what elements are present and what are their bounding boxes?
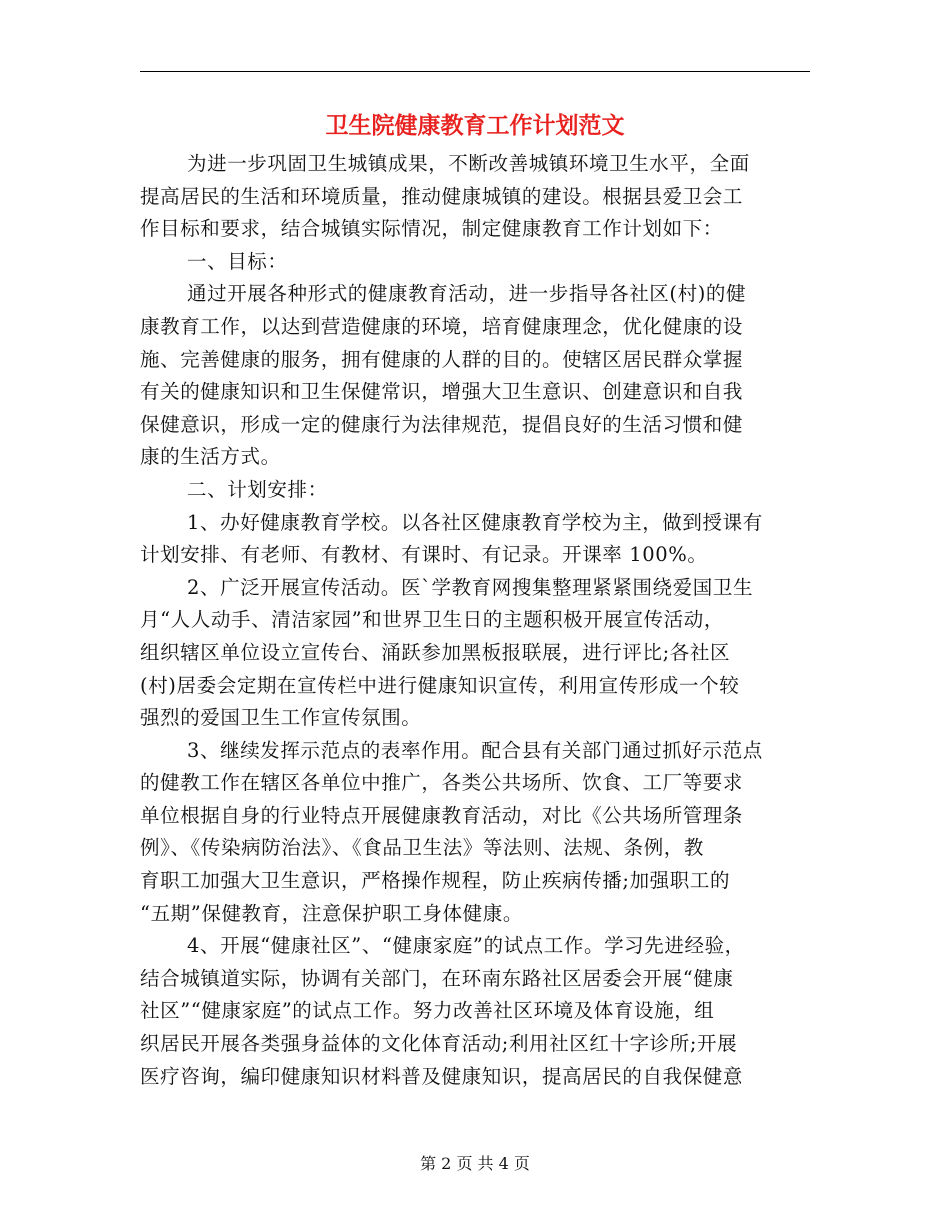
body-line: 为进一步巩固卫生城镇成果，不断改善城镇环境卫生水平，全面	[187, 152, 750, 175]
body-line: 一、目标：	[187, 249, 288, 273]
body-line: 结合城镇道实际，协调有关部门，在环南东路社区居委会开展“健康	[140, 966, 734, 990]
body-line: 月“人人动手、清洁家园”和世界卫生日的主题积极开展宣传活动，	[140, 608, 724, 632]
body-line: 织居民开展各类强身益体的文化体育活动;利用社区红十字诊所;开展	[140, 1032, 738, 1056]
body-line: 保健意识，形成一定的健康行为法律规范，提倡良好的生活习惯和健	[140, 412, 744, 436]
body-line: 作目标和要求，结合城镇实际情况，制定健康教育工作计划如下：	[140, 217, 723, 241]
body-line: 通过开展各种形式的健康教育活动，进一步指导各社区(村)的健	[187, 282, 747, 306]
body-line: 有关的健康知识和卫生保健常识，增强大卫生意识、创建意识和自我	[140, 380, 744, 404]
body-line: 1、办好健康教育学校。以各社区健康教育学校为主，做到授课有	[187, 510, 763, 534]
body-line: 二、计划安排：	[187, 477, 328, 501]
body-line: 康的生活方式。	[140, 445, 281, 469]
document-body	[140, 148, 815, 1093]
body-line: 强烈的爱国卫生工作宣传氛围。	[140, 706, 422, 730]
body-line: 社区”“健康家庭”的试点工作。努力改善社区环境及体育设施，组	[140, 999, 715, 1023]
body-line: 例》、《传染病防治法》、《食品卫生法》等法则、法规、条例，教	[140, 836, 705, 860]
body-line: (村)居委会定期在宣传栏中进行健康知识宣传，利用宣传形成一个较	[140, 673, 740, 697]
body-line: 4、开展“健康社区”、“健康家庭”的试点工作。学习先进经验，	[187, 934, 745, 958]
body-line: 施、完善健康的服务，拥有健康的人群的目的。使辖区居民群众掌握	[140, 347, 744, 371]
body-line: 单位根据自身的行业特点开展健康教育活动，对比《公共场所管理条	[140, 803, 744, 827]
header-rule	[140, 71, 810, 72]
body-line: 2、广泛开展宣传活动。医`学教育网搜集整理紧紧围绕爱国卫生	[187, 575, 754, 599]
document-title: 卫生院健康教育工作计划范文	[325, 112, 625, 139]
body-line: 组织辖区单位设立宣传台、涌跃参加黑板报联展，进行评比;各社区	[140, 640, 731, 664]
body-line: 育职工加强大卫生意识，严格操作规程，防止疾病传播;加强职工的	[140, 869, 731, 893]
body-line: 提高居民的生活和环境质量，推动健康城镇的建设。根据县爱卫会工	[140, 184, 744, 208]
body-line: 3、继续发挥示范点的表率作用。配合县有关部门通过抓好示范点	[187, 738, 763, 762]
body-line: 的健教工作在辖区各单位中推广，各类公共场所、饮食、工厂等要求	[140, 771, 744, 795]
body-line: 计划安排、有老师、有教材、有课时、有记录。开课率 100%。	[140, 543, 708, 567]
body-line: “五期”保健教育，注意保护职工身体健康。	[140, 901, 523, 925]
page-footer: 第 2 页 共 4 页	[420, 1154, 530, 1173]
body-line: 康教育工作，以达到营造健康的环境，培育健康理念，优化健康的设	[140, 314, 744, 338]
body-line: 医疗咨询，编印健康知识材料普及健康知识，提高居民的自我保健意	[140, 1064, 744, 1088]
